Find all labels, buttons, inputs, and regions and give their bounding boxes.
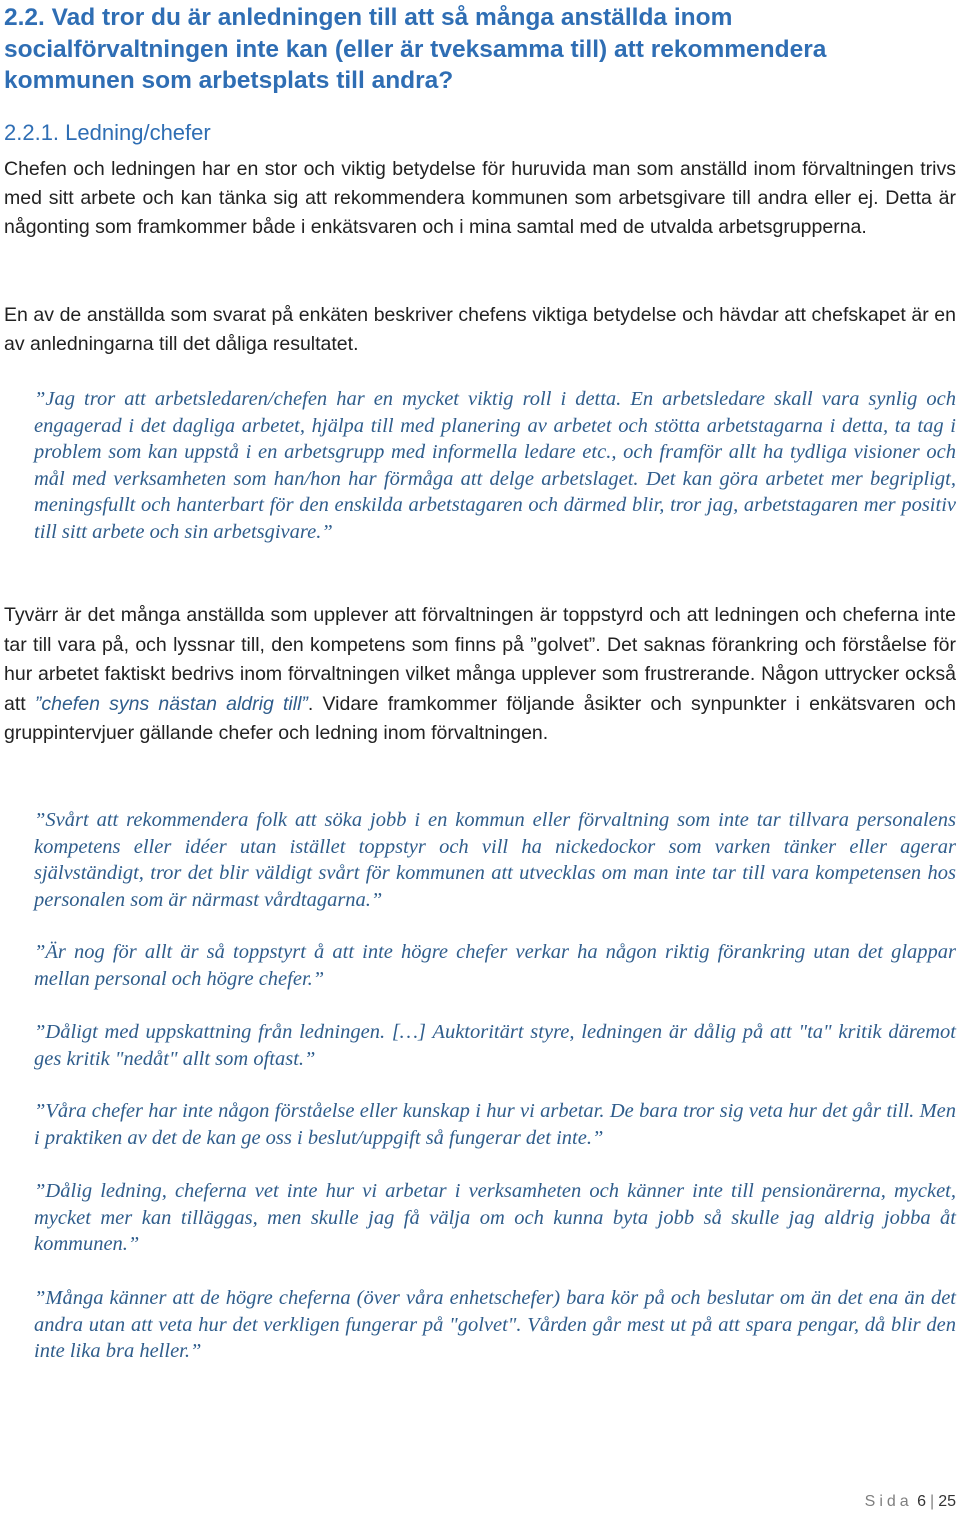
quote-plain-part: En arbetsledare skall vara synlig och engagerad i det dagliga arbetet, hjälpa till med planering av arbetet och stötta arbetstagarna i detta, ta tag i problem som kan uppstå i en arbetsgrupp med informella ledare etc., och framför allt ha tydliga visioner och mål med verksamheten som han/hon har förmåga att delge arbetslaget. Det kan göra arbetet mer begripligt, meningsfullt och hanterbart för den enskilda arbetstagaren och därmed blir, tror jag, arbetstagaren mer positiv till sitt arbete och sin arbetsgivare.”: [34, 388, 956, 543]
paragraph-toppstyrd: [4, 601, 956, 749]
quote-italic-part: ”Jag tror att arbetsledaren/chefen har en mycket viktig roll i detta.: [34, 388, 622, 410]
quote-item: ”Svårt att rekommendera folk att söka jobb i en kommun eller förvaltning som inte tar tillvara personalens kompetens eller idéer utan istället toppstyr och vill ha nickedockor som varken tänker eller agerar självständigt, tror det blir väldigt svårt för kommunen att utvecklas om man inte tar till vara kompetensen hos personalen som är närmast vårdtagarna.”: [34, 809, 956, 911]
paragraph-toppstyrd-before: Tyvärr är det många anställda som upplever att förvaltningen är toppstyrd och att ledningen och cheferna inte tar till vara på, och lyssnar till, den kompetens som finns på ”golvet”. Det saknas förankring och förståelse för hur arbetet faktiskt bedrivs inom förvaltningen vilket många upplever som frustrerande. Någon uttrycker också att: [4, 604, 956, 715]
quote-item: ”Dålig ledning, cheferna vet inte hur vi arbetar i verksamheten och känner inte till pensionärerna, mycket, mycket mer kan tilläggas, men skulle jag få välja om och kunna byta jobb så skulle jag aldrig jobba åt kommunen.”: [34, 1180, 956, 1255]
quote-item: ”Många känner att de högre cheferna (över våra enhetschefer) bara kör på och beslutar om än det ena än det andra utan att veta hur det verkligen fungerar på "golvet". Vården går mest ut på att spara pengar, då blir den inte lika bra heller.”: [34, 1287, 956, 1362]
quote-arbetsledare: [34, 386, 956, 545]
footer-sida-label: Sida: [864, 1493, 913, 1510]
quote-item: ”Är nog för allt är så toppstyrt å att inte högre chefer verkar ha någon riktig förankring utan det glappar mellan personal och högre chefer.”: [34, 941, 956, 990]
paragraph-toppstyrd-emphasis: ”chefen syns nästan aldrig till”: [34, 692, 308, 715]
paragraph-survey: En av de anställda som svarat på enkäten beskriver chefens viktiga betydelse och hävdar att chefskapet är en av anledningarna till det dåliga resultatet.: [4, 304, 956, 355]
footer-separator: |: [930, 1493, 935, 1510]
paragraph-intro: Chefen och ledningen har en stor och viktig betydelse för huruvida man som anställd inom förvaltningen trivs med sitt arbete och kan tänka sig att rekommendera kommunen som arbetsgivare till andra eller ej. Detta är någonting som framkommer både i enkätsvaren och i mina samtal med de utvalda arbetsgrupperna.: [4, 158, 956, 238]
quote-item: ”Våra chefer har inte någon förståelse eller kunskap i hur vi arbetar. De bara tror sig veta hur det går till. Men i praktiken av det de kan ge oss i beslut/uppgift så fungerar det inte.”: [34, 1100, 956, 1149]
page-footer: [865, 1493, 956, 1511]
section-heading: 2.2. Vad tror du är anledningen till att så många anställda inom socialförvaltningen inte kan (eller är tveksamma till) att rekommendera kommunen som arbetsplats till andra?: [4, 4, 827, 94]
footer-page-number: 6: [917, 1493, 927, 1510]
quote-item: ”Dåligt med uppskattning från ledningen. […] Auktoritärt styre, ledningen är dålig på att "ta" kritik däremot ges kritik "nedåt" allt som oftast.”: [34, 1021, 956, 1070]
footer-total-pages: 25: [938, 1493, 956, 1510]
subsection-heading: 2.2.1. Ledning/chefer: [4, 120, 211, 145]
paragraph-toppstyrd-after: . Vidare framkommer följande åsikter och synpunkter i enkätsvaren och gruppintervjuer gällande chefer och ledning inom förvaltningen.: [4, 692, 956, 745]
